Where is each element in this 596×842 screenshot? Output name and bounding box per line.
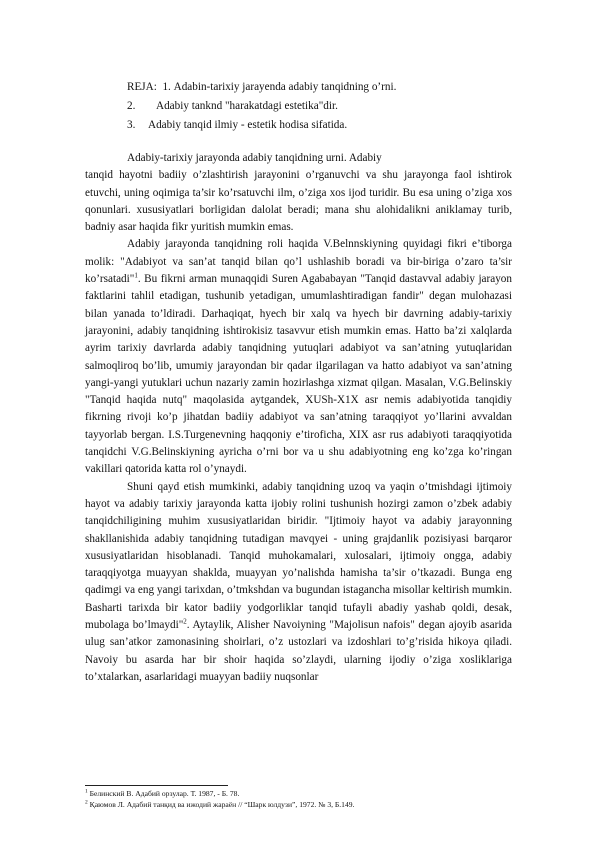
footnote-1	[85, 789, 239, 799]
paragraph-2	[85, 236, 512, 478]
paragraph-2-part-1: Adabiy jarayonda tanqidning roli haqida V.Belnnskiyning quyidagi fikri e’tiborga molik: "Adabiyot va san’at tanqid bilan qo’l ushlashib boradi va bir-biriga o’zaro ta’sir ko’rsatadi"	[85, 238, 512, 286]
plan-item-3-text: Adabiy tanqid ilmiy - estetik hodisa sifatida.	[148, 119, 348, 131]
plan-item-1-text: Adabin-tarixiy jarayenda adabiy tanqidning o’rni.	[173, 81, 397, 93]
plan-item-3-number: 3.	[127, 119, 136, 131]
section-heading: Adabiy-tarixiy jarayonda adabiy tanqidning urni. Adabiy	[127, 152, 382, 164]
main-text	[85, 150, 512, 686]
plan-title: REJA:	[127, 81, 157, 93]
paragraph-3-part-1: Shuni qayd etish mumkinki, adabiy tanqidning uzoq va yaqin o’tmishdagi ijtimoiy hayot va adabiy tarixiy jarayonda katta ijobiy rolini tushunish hozirgi zamon o’zbek adabiy tanqidchiligining muhim xususiyatlaridan biridir. "Ijtimoiy hayot va adabiy jarayonning shakllanishida adabiy tanqidning tutadigan mavqyei - uning grajdanlik pozisiyasi barqaror xususiyatlaridan hisoblanadi. Tanqid muhokamalari, xulosalari, ijtimoiy ongga, adabiy taraqqiyotga muayyan shaklda, muayyan yo’nalishda hamisha ta’sir o’tkazadi. Bunga eng qadimgi va eng yangi tarixdan, o’tmkshdan va bugundan istagancha misollar keltirish mumkin. Basharti tarixda bir kator badiiy yodgorliklar tanqid tufayli abadiy yashab qoldi, desak, mubolaga bo’lmaydi"	[85, 480, 512, 632]
footnote-2-text: Қаюмов Л. Адабий танқид ва ижодий жараён // “Шарк юлдузи”, 1972. № 3, Б.149.	[89, 800, 355, 809]
paragraph-3-part-2: . Aytaylik, Alisher Navoiyning "Majolisun nafois" degan ajoyib asarida ulug san’atkor zamonasining shoirlari, o’z ustozlari va izdoshlari to’g’risida hikoya qiladi. Navoiy bu asarda har bir shoir haqida so’zlaydi, ularning ijodiy o’ziga xosliklariga to’xtalarkan, asarlaridagi muayyan badiiy nuqsonlar	[85, 619, 512, 683]
plan-item-2-number: 2.	[127, 100, 136, 112]
paragraph-1: tanqid hayotni badiiy o’zlashtirish jarayonini o’rganuvchi va shu jarayonga faol ishtirok etuvchi, uning oqimiga ta’sir ko’rsatuvchi ilm, o’ziga xos ijod turidir. Bu esa uning o’ziga xos qonunlari. xususiyatlari borligidan dalolat beradi; mana shu alohidalikni aniklamay turib, badniy asar haqida fikr yuritish mumkin emas.	[85, 169, 512, 234]
footnote-ref-2[interactable]: 2	[183, 617, 187, 626]
lesson-plan	[127, 78, 396, 135]
plan-item-2	[127, 97, 396, 116]
footnote-2-mark: 2	[85, 799, 88, 806]
footnote-2	[85, 800, 354, 810]
footnote-1-mark: 1	[85, 788, 88, 795]
plan-item-1-number: 1.	[162, 81, 171, 93]
plan-item-2-text: Adabiy tanknd "harakatdagi estetika"dir.	[156, 100, 338, 112]
footnote-ref-1[interactable]: 1	[134, 271, 138, 280]
plan-item-3	[127, 116, 396, 135]
footnote-divider	[85, 785, 228, 786]
paragraph-3	[85, 479, 512, 687]
paragraph-2-part-2: . Bu fikrni arman munaqqidi Suren Agababayan "Tanqid dastavval adabiy jarayon faktlarini tahlil etadigan, tushunib yetadigan, umumlashtiradigan fandir" degan mulohazasi bilan yanada to’ldiradi. Darhaqiqat, hyech bir xalq va hyech bir davrning adabiy-tarixiy jarayonini, adabiy tanqidning ishtirokisiz tasavvur etish mumkin emas. Hatto ba’zi xalqlarda ayrim tarixiy davrlarda adabiy tanqidning yutuqlari adabiyot va san’atning yutuqlaridan salmoqliroq bo’lib, umumiy jarayondan bir qadar ilgarilagan va hatto adabiyot va san’atning yangi-yangi yutuklari uchun nazariy zamin hozirlashga xizmat qilgan. Masalan, V.G.Belinskiy "Tanqid haqida nutq" maqolasida aytgandek, XUSh-X1X asr nemis adabiyotida tanqidiy fikrning rivoji ko’p jihatdan badiiy adabiyot va san’atning taraqqiyot yo’llarini avvaldan tayyorlab bergan. I.S.Turgenevning haqqoniy e’tirofiсha, XIX asr rus adabiyoti taraqqiyotida tanqidchi V.G.Belinskiyning ayricha o’rni bor va u shu adabiyotning eng ko’zga ko’ringan vakillari qatorida katta rol o’ynaydi.	[85, 273, 512, 476]
footnote-1-text: Белинский В. Адабий орзулар. Т. 1987, - Б. 78.	[89, 789, 240, 798]
plan-title-row	[127, 78, 396, 97]
